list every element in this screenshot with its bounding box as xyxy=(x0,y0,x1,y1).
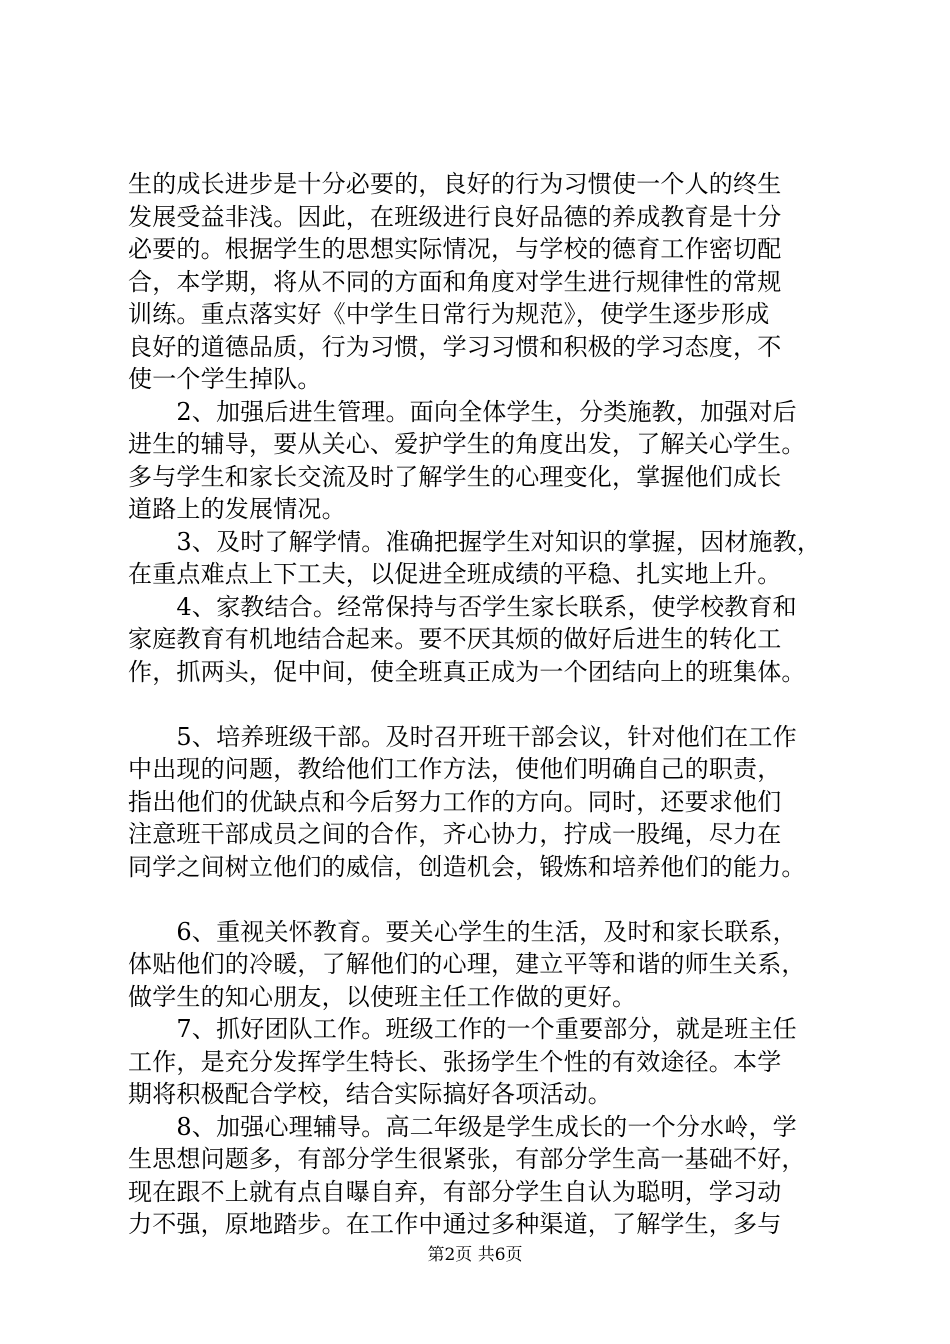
text-line: 注意班干部成员之间的合作，齐心协力，拧成一股绳，尽力在 xyxy=(128,820,782,848)
text-line: 必要的。根据学生的思想实际情况，与学校的德育工作密切配 xyxy=(128,235,782,263)
text-line: 2、加强后进生管理。面向全体学生，分类施教，加强对后 xyxy=(128,397,797,426)
text-line: 在重点难点上下工夫，以促进全班成绩的平稳、扎实地上升。 xyxy=(128,560,782,588)
text-line: 使一个学生掉队。 xyxy=(128,365,322,393)
text-line: 4、家教结合。经常保持与否学生家长联系，使学校教育和 xyxy=(128,592,797,621)
text-line: 5、培养班级干部。及时召开班干部会议，针对他们在工作 xyxy=(128,722,797,751)
document-body xyxy=(128,168,838,1241)
text-line: 6、重视关怀教育。要关心学生的生活，及时和家长联系， xyxy=(128,917,797,946)
text-line: 力不强，原地踏步。在工作中通过多种渠道，了解学生，多与 xyxy=(128,1210,782,1238)
text-line: 作，抓两头，促中间，使全班真正成为一个团结向上的班集体。 xyxy=(128,657,806,686)
text-line: 合，本学期，将从不同的方面和角度对学生进行规律性的常规 xyxy=(128,267,782,296)
text-line: 8、加强心理辅导。高二年级是学生成长的一个分水岭，学 xyxy=(128,1112,797,1141)
text-line: 多与学生和家长交流及时了解学生的心理变化，掌握他们成长 xyxy=(128,462,782,491)
paragraph-gap xyxy=(128,688,838,721)
paragraph-gap xyxy=(128,883,838,916)
page-footer: 第2页 共6页 xyxy=(427,1245,523,1265)
text-line: 体贴他们的冷暖，了解他们的心理，建立平等和谐的师生关系， xyxy=(128,950,806,978)
text-line: 3、及时了解学情。准确把握学生对知识的掌握，因材施教， xyxy=(128,527,822,556)
text-line: 训练。重点落实好《中学生日常行为规范》，使学生逐步形成 xyxy=(128,300,770,328)
text-line: 生的成长进步是十分必要的，良好的行为习惯使一个人的终生 xyxy=(128,170,782,198)
text-line: 家庭教育有机地结合起来。要不厌其烦的做好后进生的转化工 xyxy=(128,625,782,653)
text-line: 期将积极配合学校，结合实际搞好各项活动。 xyxy=(128,1080,612,1108)
text-line: 中出现的问题，教给他们工作方法，使他们明确自己的职责， xyxy=(128,755,782,783)
text-line: 生思想问题多，有部分学生很紧张，有部分学生高一基础不好， xyxy=(128,1145,806,1173)
text-line: 做学生的知心朋友，以使班主任工作做的更好。 xyxy=(128,982,637,1011)
text-line: 工作，是充分发挥学生特长、张扬学生个性的有效途径。本学 xyxy=(128,1047,782,1076)
text-line: 同学之间树立他们的威信，创造机会，锻炼和培养他们的能力。 xyxy=(128,852,806,881)
text-line: 现在跟不上就有点自曝自弃，有部分学生自认为聪明，学习动 xyxy=(128,1177,782,1206)
text-line: 指出他们的优缺点和今后努力工作的方向。同时，还要求他们 xyxy=(128,787,782,816)
text-line: 7、抓好团队工作。班级工作的一个重要部分，就是班主任 xyxy=(128,1015,797,1043)
text-line: 进生的辅导，要从关心、爱护学生的角度出发，了解关心学生。 xyxy=(128,430,806,458)
text-line: 道路上的发展情况。 xyxy=(128,495,346,523)
text-line: 发展受益非浅。因此，在班级进行良好品德的养成教育是十分 xyxy=(128,202,782,231)
text-line: 良好的道德品质，行为习惯，学习习惯和积极的学习态度，不 xyxy=(128,332,782,361)
